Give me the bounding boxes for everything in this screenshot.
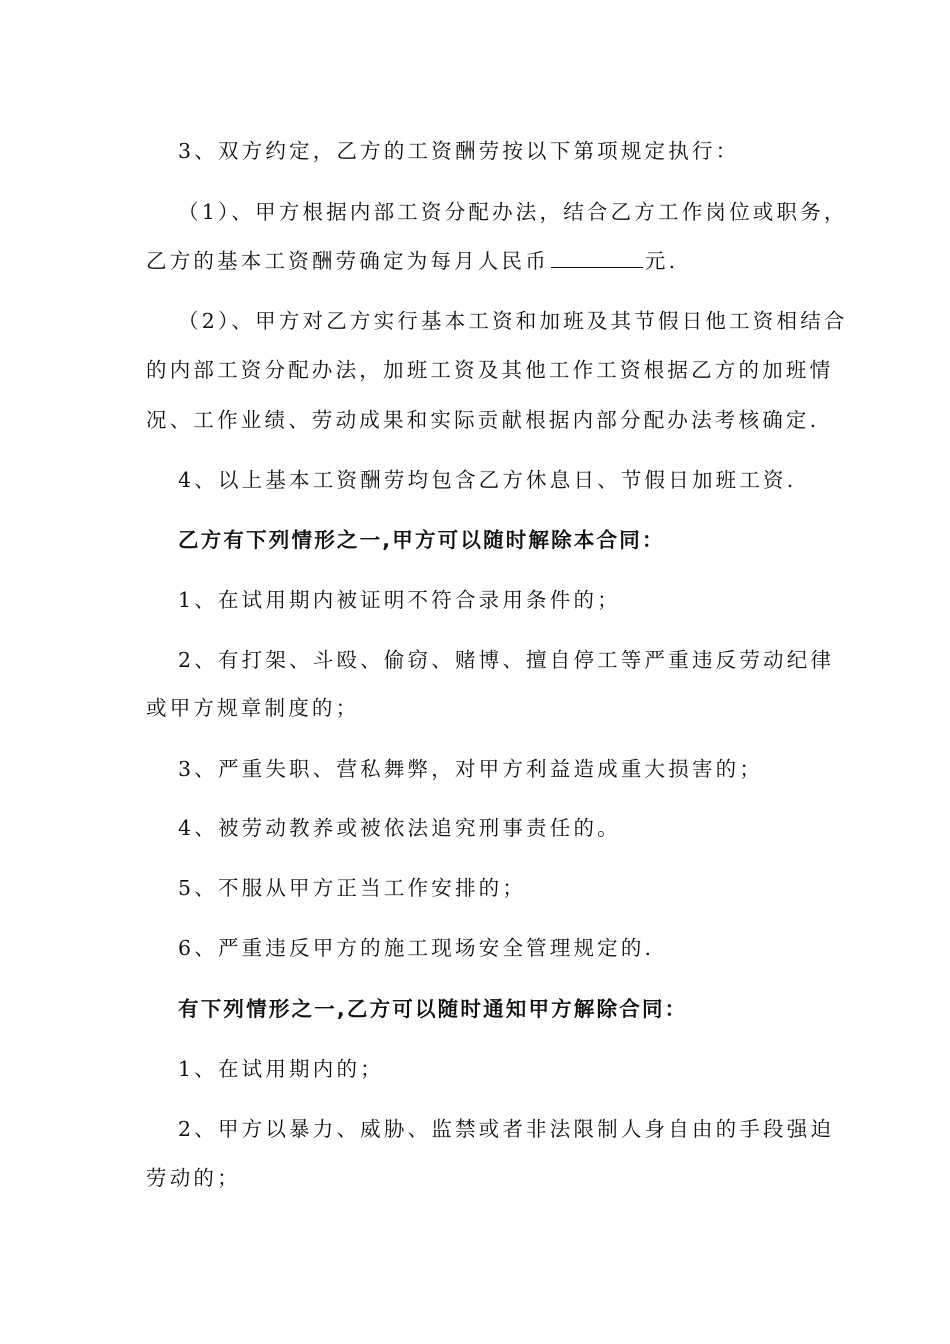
paragraph-item-1-line-1: （1）、甲方根据内部工资分配办法，结合乙方工作岗位或职务， [178, 200, 848, 224]
list-item: 1、在试用期内的； [178, 1057, 384, 1081]
section-heading-employer-termination: 乙方有下列情形之一,甲方可以随时解除本合同： [178, 528, 665, 552]
paragraph-item-1-line-2 [146, 247, 816, 275]
salary-amount-blank [551, 247, 643, 268]
list-item: 2、有打架、斗殴、偷窃、赌博、擅自停工等严重违反劳动纪律 [178, 648, 835, 672]
paragraph-item-2-line-1: （2）、甲方对乙方实行基本工资和加班及其节假日他工资相结合 [178, 309, 848, 333]
salary-text: 乙方的基本工资酬劳确定为每月人民币 [146, 249, 549, 273]
list-item: 5、不服从甲方正当工作安排的； [178, 876, 527, 900]
paragraph-overtime: 4、以上基本工资酬劳均包含乙方休息日、节假日加班工资. [178, 468, 797, 492]
salary-unit: 元. [644, 249, 679, 273]
list-item-continuation: 或甲方规章制度的； [146, 696, 360, 720]
list-item: 4、被劳动教养或被依法追究刑事责任的。 [178, 816, 621, 840]
list-item: 1、在试用期内被证明不符合录用条件的； [178, 588, 621, 612]
list-item: 3、严重失职、营私舞弊，对甲方利益造成重大损害的； [178, 757, 764, 781]
paragraph-item-2-line-3: 况、工作业绩、劳动成果和实际贡献根据内部分配办法考核确定. [146, 408, 820, 432]
paragraph-salary-terms: 3、双方约定，乙方的工资酬劳按以下第项规定执行： [178, 139, 740, 163]
list-item: 2、甲方以暴力、威胁、监禁或者非法限制人身自由的手段强迫 [178, 1117, 835, 1141]
section-heading-employee-termination: 有下列情形之一,乙方可以随时通知甲方解除合同： [178, 997, 688, 1021]
list-item-continuation: 劳动的； [146, 1166, 241, 1190]
list-item: 6、严重违反甲方的施工现场安全管理规定的. [178, 936, 655, 960]
paragraph-item-2-line-2: 的内部工资分配办法，加班工资及其他工作工资根据乙方的加班情 [146, 358, 834, 382]
